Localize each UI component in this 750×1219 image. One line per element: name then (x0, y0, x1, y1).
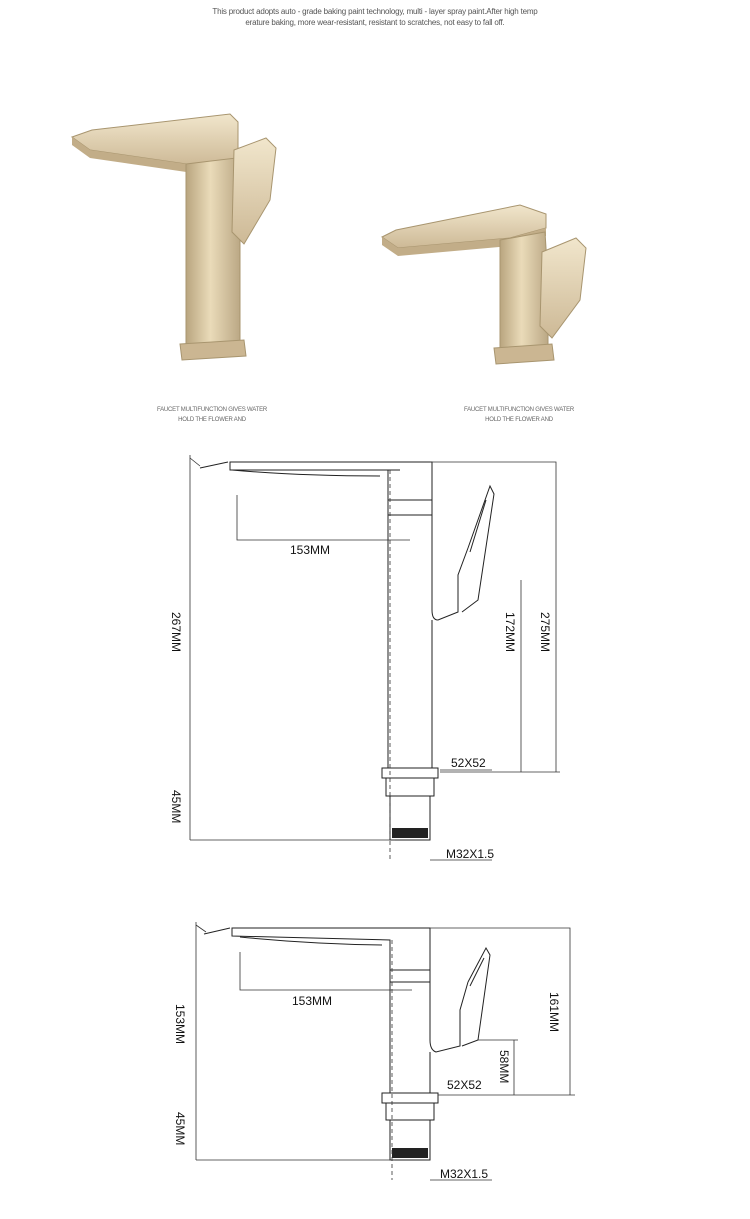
short-handle-height-label: 58MM (497, 1050, 511, 1084)
tall-spout-label: 153MM (290, 543, 331, 557)
tall-thread-height-label: 45MM (169, 790, 183, 824)
caption-tall-line-1: FAUCET MULTIFUNCTION GIVES WATER (156, 407, 268, 413)
short-thread-label: M32X1.5 (440, 1167, 489, 1181)
caption-short-line-2: HOLD THE FLOWER AND (485, 417, 553, 423)
product-photos (0, 0, 750, 440)
tall-height-upper-label: 267MM (169, 612, 183, 653)
short-height-upper-label: 153MM (173, 1004, 187, 1045)
tall-base-label: 52X52 (451, 756, 486, 770)
caption-short (444, 405, 594, 425)
short-thread-height-label: 45MM (173, 1112, 187, 1146)
caption-tall (137, 405, 287, 425)
short-faucet-image (382, 205, 586, 364)
short-spout-label: 153MM (292, 994, 333, 1008)
tall-faucet-image (72, 114, 276, 360)
tall-handle-height-label: 172MM (503, 612, 517, 653)
intro-line-1: This product adopts auto - grade baking paint technology, multi - layer spray paint.After high temp (212, 7, 538, 16)
short-total-height-label: 161MM (547, 992, 561, 1033)
short-base-label: 52X52 (447, 1078, 482, 1092)
caption-tall-line-2: HOLD THE FLOWER AND (178, 417, 246, 423)
caption-short-line-1: FAUCET MULTIFUNCTION GIVES WATER (463, 407, 575, 413)
intro-line-2: erature baking, more wear-resistant, resistant to scratches, not easy to fall off. (245, 18, 505, 27)
tall-total-height-label: 275MM (538, 612, 552, 653)
tall-thread-label: M32X1.5 (446, 847, 495, 861)
